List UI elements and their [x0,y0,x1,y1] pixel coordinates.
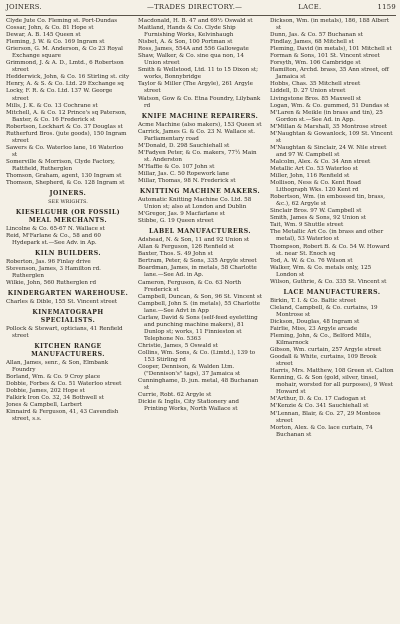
directory-entry: Birkin, T. I. & Co. Baltic street [270,297,356,304]
directory-entry: Morton, Alex. & Co. lace curtain, 74 Buchanan st [270,424,373,438]
directory-entry: Clyde Jute Co. Fleming st. Port-Dundas [6,18,118,24]
directory-entry: Baxter, Thos. S. 49 John st [138,251,213,258]
directory-entry: Thomson, Graham, agent, 130 Ingram st [6,173,122,180]
directory-entry: Reid, M'Farlane & Co., 58 and 60 Hydepark st.—See Adv. in Ap. [6,232,101,246]
directory-entry: Mitchell, A. & Co. 12 Prince's sq Paterson, Baxter, & Co. 16 Frederick st [6,109,127,123]
directory-entry: Allan, James, senr., & Son, Elmbank Foundry [6,360,109,374]
directory-entry: M'Naughtan & Gowanlock, 109 St. Vincent st [270,130,393,144]
directory-entry: Robertson, Wm. (in embossed tin, brass, &c.), 62 Argyle st [270,194,386,208]
section-heading: LACE MANUFACTURERS. [283,288,381,296]
directory-entry: Fleming, David (in metals), 101 Mitchell st [270,46,392,53]
directory-entry: Sinclair Bros. 97 W. Campbell st [270,208,362,215]
directory-entry: M'Lennan, Blair, & Co. 27, 29 Monteos street [270,410,381,424]
directory-entry: Smith & Wellstood, Ltd. 11 to 15 Dixon st; works, Bonnybridge [138,67,258,81]
directory-entry: Findlay, James, 68 Mitchell st [270,39,354,46]
section-heading: KINDERGARTEN WAREHOUSE. [7,289,129,297]
directory-entry: M'Arthur, D. & Co. 17 Cadogan st [270,396,366,403]
directory-entry: Bertram, Peter, & Sons, 335 Argyle street [138,258,257,265]
section-heading: KIESELGUHR (OR FOSSIL) MEAL MERCHANTS. [15,208,121,224]
directory-entry: Campbell, Duncan, & Son, 96 St. Vincent st [138,293,262,300]
column-1 [6,18,130,622]
directory-entry: Taylor & Miller (The Argyle), 261 Argyle street [138,81,253,95]
directory-entry: Christie, James, 5 Oswald st [138,342,218,349]
directory-entry: Fairlie, Miss, 23 Argyle arcade [270,325,358,332]
directory-entry: Maitland, Hands & Co. Clyde Ship Furnishing Works, Kelvinhaugh [138,25,236,39]
directory-entry: Kenning, G. & Son (gold, silver, tinsel, mohair, worsted for all purposes), 9 West Howard st [270,375,393,396]
directory-entry: Hobbs, Chas. 35 Mitchell street [270,81,361,88]
running-header [6,3,396,16]
directory-entry: Sawers & Co. Waterloo lane, 16 Waterloo st [6,144,124,158]
directory-entry: Shaw, Walker, & Co. sine qua non, 14 Union street [138,53,244,67]
directory-entry: Mollison, Ness & Co. Kent Road Lithograph Wks. 120 Kent rd [270,180,361,194]
directory-entry: Campbell, John S. (in metals), 55 Charlotte lane.—See Advt in App [138,300,261,314]
directory-entry: Watson, Gow & Co. Etna Foundry, Lilybank rd [138,95,261,109]
section-note: SEE WRIGHTS. [48,199,88,206]
directory-entry: Miller, John, 116 Renfield st [270,173,350,180]
directory-entry: M'Gregor, Jas. 9 Macfarlane st [138,211,225,218]
section-heading: KILN BUILDERS. [34,249,102,257]
header-center: —TRADES DIRECTORY.— [146,3,243,11]
directory-entry: Dunn, Jas. & Co. 57 Buchanan st [270,32,363,39]
directory-entry: Liddell, D. 27 Union street [270,88,346,95]
directory-entry: Kinnaird & Ferguson, 41, 43 Cavendish street, s.s. [6,409,119,423]
directory-entry: Nisbet, A. & Son, 100 Portman st [138,39,233,46]
directory-entry: Pollock & Stewart, opticians, 41 Renfield street [6,325,123,339]
section-heading: KINEMATOGRAPH SPECIALISTS. [32,308,104,324]
directory-entry: Collins, Wm. Sons, & Co. (Limtd.), 139 to 153 Stirling rd [138,349,256,364]
directory-entry: Stevenson, James, 3 Hamilton rd. Rutherglen [6,265,101,279]
directory-entry: Stibbe, G. 19 Queen street [138,218,214,225]
directory-entry: M'Kenzie & Co. 341 Sauchiehall st [270,403,369,410]
directory-entry: Thomson, Shepherd, & Co. 128 Ingram st [6,180,125,187]
directory-entry: Henry, A. & S. & Co. Ltd. 29 Exchange sq [6,81,124,88]
directory-entry: Thompson, Robert B. & Co. 54 W. Howard st. near St. Enoch sq [270,243,390,257]
directory-entry: Metallic Art Co. 53 Waterloo st [270,165,358,172]
directory-entry: Allan & Ferguson, 126 Renfield st [138,244,235,251]
directory-entry: M'Haffie & Co. 107 John st [138,163,215,170]
directory-entry: Mills, J. K. & Co. 13 Cochrane st [6,102,98,109]
directory-entry: Dobbie, Forbes & Co. 51 Waterloo street [6,381,122,388]
directory-entry: Falkirk Iron Co. 32, 34 Bothwell st [6,395,104,402]
directory-entry: Borland, Wm. & Co. 9 Croy place [6,374,101,381]
directory-entry: Boardman, James, in metals, 58 Charlotte lane.—See Ad. in Ap. [138,265,257,279]
directory-entry: Hamilton, Archd. brass, 35 Ann street, off Jamaica st [270,67,389,81]
directory-entry: Dickson, Douglas, 48 Ingram st [270,318,360,325]
directory-entry: Livingstone Bros. 85 Maxwell st [270,95,362,102]
directory-entry: Wilkie, John, 560 Rutherglen rd [6,279,97,286]
directory-entry: Millar, Jas. C. 50 Ropework lane [138,170,230,177]
directory-entry: Cunninghame, D. jun. metal, 48 Buchanan st [138,378,259,392]
columns [6,18,398,622]
directory-entry: Dickie & Inglis, City Stationery and Printing Works, North Wallace st [138,399,239,413]
directory-entry: Grimmond, J. & A. D., Lmtd., 6 Robertson street [6,60,124,74]
directory-entry: Smith, James & Sons, 92 Union st [270,215,367,222]
directory-entry: Forman & Sons, 101 St. Vincent street [270,53,380,60]
directory-entry: M'Fadyen Peter, & Co. makers, 77½ Main st. Anderston [138,149,257,163]
directory-entry: Gibson, Wm. curtain, 257 Argyle street [270,347,382,354]
directory-entry: M'Naughtan & Sinclair, 24 W. Nile street and 97 W. Campbell st [270,144,387,158]
section-heading: KNIFE MACHINE REPAIRERS. [141,112,259,120]
directory-entry: Robertson, Lockhart & Co. 37 Douglas st [6,123,123,130]
directory-entry: Macdonald, H. B. 47 and 69½ Oswald st [138,18,253,24]
directory-entry: Acme Machine (also makers), 153 Queen st [138,121,262,128]
directory-entry: Locky, F. R. & Co. Ltd. 137 W. George street [6,88,113,102]
directory-entry: Dickson, Wm. (in metals), 186, 188 Albert st [270,18,390,32]
directory-entry: Charles & Dible, 155 St. Vincent street [6,298,118,305]
directory-entry: Walker, Wm. & Co. metals only, 125 London st [270,264,372,278]
directory-entry: Logan, Wm. & Co. gummed, 51 Dundas st [270,102,390,109]
directory-entry: Fleming, John, & Co., Belford Mills, Kilmarnock [270,333,372,347]
directory-entry: Goodall & White, curtains, 109 Brook street [270,354,377,368]
directory-entry: Forsyth, Wm. 106 Cambridge st [270,60,361,67]
directory-entry: Millar, Thomas, 98 N. Frederick st [138,177,236,184]
header-right: LACE. [298,3,322,11]
directory-entry: Tod, A. W. & Co. 76 Wilson st [270,257,353,264]
directory-entry: Ross, James, 554A and 556 Gallowgate [138,46,249,53]
directory-entry: M'Millan & Marshall, 35 Montrose street [270,123,388,130]
section-heading: KITCHEN RANGE MANUFACTURERS. [31,343,105,358]
section-heading: LABEL MANUFACTURERS. [148,228,252,236]
directory-entry: Roberton, Jas. 96 Finlay drive [6,258,91,265]
column-3 [270,18,394,622]
section-heading: KNITTING MACHINE MAKERS. [139,188,261,196]
directory-entry: Wilson, Guthrie, & Co. 335 St. Vincent st [270,278,387,285]
directory-entry: Lincolne & Co. 65-67 N. Wallace st [6,225,105,232]
header-right-group [147,3,396,11]
directory-entry: Harris, Mrs. Matthew, 108 Green st. Calton [270,368,394,375]
directory-entry: Dewar, A. B. 145 Queen st [6,32,81,39]
directory-entry: Adshead, N. & Son, 11 and 92 Union st [138,237,250,244]
header-left: JOINERS. [6,3,42,11]
directory-entry: Hedderwick, John, & Co. 16 Stirling st. city [6,74,130,81]
directory-entry: Rutherfurd Bros. (jute goods), 150 Ingram street [6,130,127,144]
page-number: 1159 [377,3,396,11]
directory-entry: The Metallic Art Co. (in brass and other metal), 53 Waterloo st [270,229,384,243]
directory-entry: Cameron, Ferguson, & Co. 63 North Frederick st [138,279,242,293]
directory-entry: Cossar, John, & Co. 81 Hope st [6,25,94,32]
directory-entry: M'Laren & Meikle (in brass and tin), 25 Gordon st.—See Ad. in App. [270,109,383,123]
directory-entry: Cleland, Campbell, & Co. curtains, 19 Montrose st [270,304,378,318]
directory-entry: Grierson, G. M. Anderson, & Co 23 Royal Exchange square [6,46,123,60]
directory-entry: Currie, Robt. 62 Argyle st [138,392,212,399]
directory-entry: Automatic Knitting Machine Co. Ltd. 58 Union st; also at London and Dublin [138,197,252,211]
directory-entry: Jones & Campbell, Larbert [6,402,82,409]
directory-entry: Tait, Wm. 9 Shuttle street [270,222,344,229]
directory-entry: Carlaw, David & Sons (self-feed eyeletting and punching machine makers), 81 Dunlop st; works, 11 Finnieston st Telephone No. 5363 [138,314,258,342]
directory-entry: Carrick, James G. & Co. 23 N. Wallace st. Parliamentary road [138,128,255,142]
directory-entry: Dobbie, James, 202 Hope st [6,388,85,395]
section-heading: JOINERS. [49,190,87,198]
directory-entry: Cooper, Dennison, & Walden Ltm. ("Dennison's" tags), 37 Jamaica st [138,364,241,378]
directory-entry: Malcolm, Alex. & Co. 34 Ann street [270,158,371,165]
column-2 [138,18,262,622]
directory-entry: M'Donald, D. 298 Sauchiehall st [138,142,230,149]
directory-entry: Somerville & Morrison, Clyde Factory, Rattfield, Rutherglen [6,158,115,172]
directory-entry: Fleming, J. W. & Co. 169 Ingram st [6,39,105,46]
